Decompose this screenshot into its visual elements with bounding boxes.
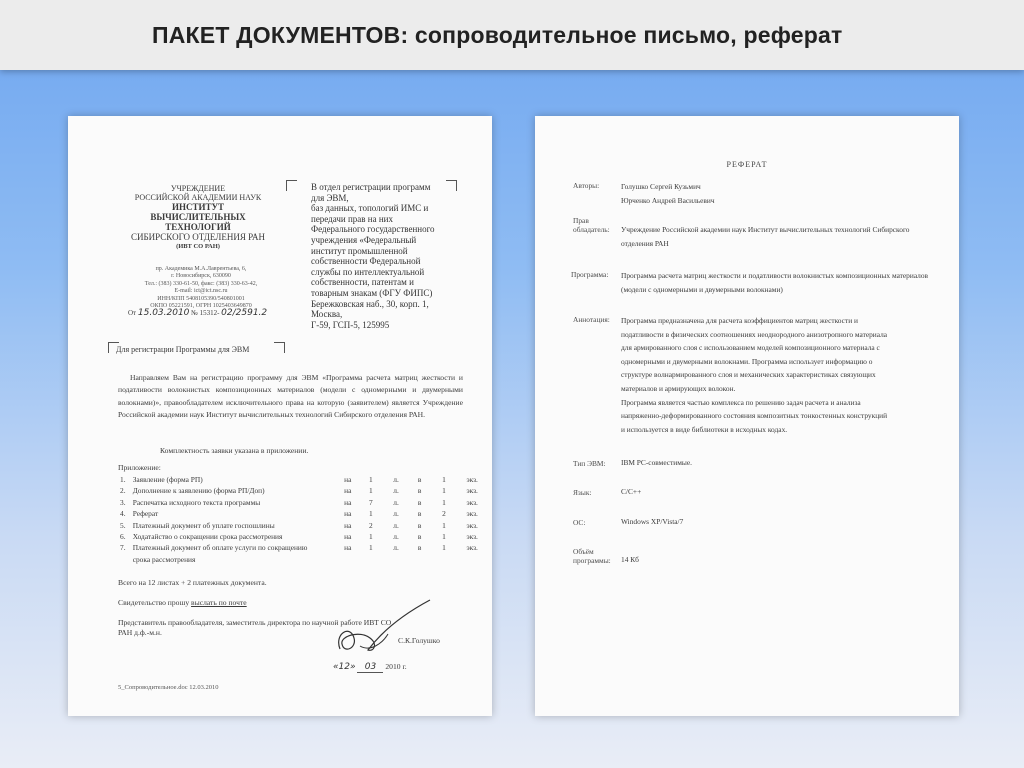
- appendix-cell-n: 6.: [120, 531, 126, 541]
- appendix-cell-c1: на: [344, 543, 352, 553]
- appendix-cell-u1: л.: [393, 531, 399, 541]
- appendix-cell-q1: 1: [368, 531, 373, 541]
- appendix-cell-u1: [393, 555, 418, 566]
- appendix-cell-u1: л.: [393, 543, 399, 553]
- addressee-line: В отдел регистрации программ: [311, 182, 431, 192]
- completeness-note: Комплектность заявки указана в приложении.: [160, 446, 309, 455]
- appendix-cell-c1: [344, 555, 369, 566]
- appendix-row: [120, 532, 492, 543]
- appendix-cell-q1: 7: [368, 497, 373, 507]
- appendix-cell-c1: на: [344, 486, 352, 496]
- os-label: ОС:: [573, 518, 586, 527]
- date-year: 2010 г.: [385, 662, 407, 671]
- appendix-cell-name: Платежный документ об уплате госпошлины: [132, 520, 275, 530]
- addressee-line: Бережковская наб., 30, корп. 1,: [311, 298, 429, 309]
- holder-label-line: Прав: [573, 216, 589, 225]
- holder-value: Учреждение Российской академии наук Институт вычислительных технологий Сибирского отделения РАН: [621, 225, 910, 248]
- corner-mark: [274, 342, 285, 353]
- authors-value: [621, 180, 941, 207]
- language-value: C/C++: [621, 487, 642, 496]
- appendix-cell-q1: 1: [368, 543, 373, 553]
- addressee-line: баз данных, топологий ИМС и: [311, 203, 429, 214]
- appendix-table: [120, 475, 492, 566]
- appendix-cell-u1: л.: [393, 520, 399, 530]
- appendix-cell-u2: экз.: [466, 520, 478, 530]
- appendix-cell-q2: [442, 555, 466, 566]
- representative-title: Представитель правообладателя, заместитель директора по научной работе ИВТ СО РАН д.ф.-м.н.: [118, 618, 392, 637]
- appendix-cell-q2: 1: [442, 543, 446, 553]
- addressee-line: службы по интеллектуальной: [311, 266, 425, 277]
- addressee-block: [311, 182, 471, 330]
- total-sheets: Всего на 12 листах + 2 платежных документа.: [118, 578, 267, 587]
- authors-label: Авторы:: [573, 181, 600, 190]
- appendix-cell-name: срока рассмотрения: [132, 554, 196, 564]
- appendix-cell-u1: л.: [393, 475, 399, 484]
- appendix-cell-u2: экз.: [466, 543, 478, 553]
- appendix-row: [120, 555, 492, 566]
- annotation-line: одномерными и двумерными волокнами. Программа использует информацию о: [621, 356, 873, 366]
- addressee-line: Москва,: [311, 309, 343, 320]
- annotation-line: и используется в виде библиотеки в исходных кодах.: [621, 424, 788, 434]
- signature-date: [333, 662, 407, 673]
- appendix-cell-n: 7.: [120, 543, 126, 553]
- letter-body: [118, 372, 463, 422]
- addressee-line: Федерального государственного: [311, 224, 435, 235]
- appendix-cell-q1: 1: [368, 475, 373, 484]
- addressee-line: собственности Федеральной: [311, 256, 421, 267]
- appendix-cell-n: [120, 555, 133, 566]
- contact-line: пр. Академика М.А.Лаврентьева, 6,: [155, 266, 247, 272]
- annotation-label: Аннотация:: [573, 315, 610, 324]
- appendix-cell-c2: [418, 555, 442, 566]
- date-day: «12»: [333, 662, 356, 672]
- appendix-row: [120, 475, 492, 486]
- letterhead-line: СИБИРСКОГО ОТДЕЛЕНИЯ РАН: [131, 232, 265, 242]
- ref-date: 15.03.2010: [137, 308, 190, 318]
- appendix-cell-name: Платежный документ об оплате услуги по сокращению: [132, 543, 308, 553]
- appendix-cell-c1: на: [344, 475, 352, 484]
- appendix-cell-q2: 1: [442, 531, 446, 541]
- annotation-line: напряженно-деформированного состояния композитных тонкостенных конструкций: [621, 411, 888, 421]
- annotation-line: Программа предназначена для расчета коэффициентов матриц жесткости и: [621, 316, 858, 325]
- size-value: 14 Кб: [621, 555, 639, 564]
- abstract-page: [535, 116, 959, 716]
- ref-prefix: От: [128, 309, 137, 317]
- addressee-line: товарным знакам (ФГУ ФИПС): [311, 287, 433, 298]
- size-label-line: Объём: [573, 547, 594, 556]
- computer-type-value: IBM PC-совместимые.: [621, 458, 693, 467]
- appendix-cell-c2: в: [417, 520, 422, 530]
- contact-line: Тел.: (383) 330-61-50, факс: (383) 330-63-42,: [144, 280, 258, 287]
- addressee-line: передачи прав на них: [311, 213, 393, 224]
- appendix-cell-u1: л.: [393, 497, 399, 507]
- contact-line: E-mail: ict@ict.nsc.ru: [174, 288, 228, 295]
- file-footer: 5_Сопроводительное.doc 12.03.2010: [118, 684, 219, 691]
- appendix-cell-c2: в: [417, 531, 422, 541]
- appendix-cell-q2: 1: [442, 475, 446, 484]
- appendix-cell-q1: 1: [368, 486, 373, 496]
- appendix-cell-n: 1.: [120, 475, 126, 484]
- letterhead-line: ИНСТИТУТ: [171, 202, 225, 212]
- os-value: Windows XP/Vista/7: [621, 517, 684, 526]
- slide-title-bar: [0, 0, 1024, 70]
- cert-prefix: Свидетельство прошу: [118, 598, 190, 607]
- holder-label-line: обладатель:: [573, 225, 610, 234]
- size-label-line: программы:: [573, 556, 611, 565]
- appendix-label: Приложение:: [118, 463, 161, 472]
- addressee-line: собственности, патентам и: [311, 277, 414, 288]
- appendix-cell-u2: экз.: [466, 486, 478, 496]
- appendix-cell-u2: экз.: [466, 475, 478, 484]
- appendix-cell-u1: л.: [393, 486, 399, 496]
- program-value: Программа расчета матриц жесткости и податливости волокнистых композиционных материалов (модели с одномерными и двумерными волокнами): [621, 271, 929, 294]
- appendix-row: [120, 543, 492, 554]
- addressee-line: институт промышленной: [311, 245, 408, 256]
- appendix-cell-name: Распечатка исходного текста программы: [132, 497, 261, 507]
- appendix-cell-u2: экз.: [466, 531, 478, 541]
- annotation-value: [621, 314, 941, 436]
- appendix-cell-u2: [466, 555, 492, 566]
- abstract-title: РЕФЕРАТ: [726, 160, 768, 169]
- signer-name: С.К.Голушко: [398, 636, 440, 645]
- holder-label: [573, 216, 610, 234]
- appendix-cell-c2: в: [417, 486, 422, 496]
- appendix-cell-name: Заявление (форма РП): [132, 475, 203, 484]
- letterhead-line: ВЫЧИСЛИТЕЛЬНЫХ: [150, 212, 246, 222]
- corner-mark: [286, 180, 297, 191]
- cover-letter-page: [68, 116, 492, 716]
- annotation-line: податливости в физических соотношениях неоднородного анизотропного материала: [621, 329, 888, 339]
- appendix-cell-c2: в: [417, 509, 422, 519]
- appendix-cell-c1: на: [344, 531, 352, 541]
- appendix-cell-name: Дополнение к заявлению (форма РП/Доп): [132, 486, 265, 496]
- language-label: Язык:: [573, 488, 592, 497]
- appendix-cell-q2: 2: [442, 509, 446, 519]
- appendix-row: [120, 509, 492, 520]
- outgoing-reference: [128, 308, 267, 318]
- contact-line: г. Новосибирск, 630090: [171, 273, 231, 280]
- appendix-row: [120, 521, 492, 532]
- addressee-line: учреждения «Федеральный: [311, 234, 417, 245]
- appendix-cell-name: Ходатайство о сокращении срока рассмотрения: [132, 531, 283, 541]
- letter-subject: Для регистрации Программы для ЭВМ: [116, 345, 250, 354]
- appendix-cell-q1: [369, 555, 393, 566]
- appendix-cell-c1: на: [344, 497, 352, 507]
- appendix-cell-q1: 1: [368, 509, 373, 519]
- annotation-line: Программа является частью комплекса по решению задач расчета и анализа: [621, 397, 861, 407]
- appendix-cell-q2: 1: [442, 497, 446, 507]
- appendix-cell-c1: на: [344, 520, 352, 530]
- appendix-row: [120, 486, 492, 497]
- computer-type-label: Тип ЭВМ:: [573, 459, 606, 468]
- appendix-cell-q2: 1: [442, 486, 446, 496]
- author-line: Юрченко Андрей Васильевич: [621, 195, 715, 205]
- letterhead: [108, 184, 288, 251]
- appendix-cell-c2: в: [417, 475, 422, 484]
- appendix-cell-u2: экз.: [466, 509, 478, 519]
- size-label: [573, 547, 611, 565]
- annotation-line: для армированного слоя с использованием моделей композиционного материала с: [621, 343, 880, 353]
- certificate-request: [118, 598, 247, 607]
- annotation-line: материалов и армирующих волокон.: [621, 383, 736, 393]
- slide-title: ПАКЕТ ДОКУМЕНТОВ: сопроводительное письмо, реферат: [152, 21, 843, 48]
- date-month: 03: [357, 662, 383, 673]
- ref-number: 02/2591.2: [221, 308, 268, 318]
- appendix-cell-n: 4.: [120, 509, 126, 519]
- annotation-line: структуре волнармированного слоя и механических характеристиках связующих: [621, 370, 876, 380]
- appendix-cell-c2: в: [417, 497, 422, 507]
- appendix-cell-q1: 2: [368, 520, 373, 530]
- author-line: Голушко Сергей Кузьмич: [621, 182, 701, 191]
- ref-number-label: № 15312-: [191, 309, 220, 317]
- appendix-cell-c1: на: [344, 509, 352, 519]
- contact-line: ИНН/КПП 5408105390/540801001: [157, 295, 245, 302]
- contact-line: ОКПО 05221591, ОГРН 1025403649870: [150, 303, 252, 310]
- letterhead-line: ТЕХНОЛОГИЙ: [165, 222, 231, 232]
- appendix-cell-n: 3.: [120, 497, 126, 507]
- cert-delivery: выслать по почте: [191, 598, 247, 607]
- appendix-row: [120, 498, 492, 509]
- appendix-cell-u2: экз.: [466, 497, 478, 507]
- appendix-cell-n: 5.: [120, 520, 126, 530]
- appendix-cell-c2: в: [417, 543, 422, 553]
- addressee-line: Г-59, ГСП-5, 125995: [311, 319, 390, 330]
- letterhead-line: РОССИЙСКОЙ АКАДЕМИИ НАУК: [134, 193, 262, 202]
- signature-icon: [330, 594, 440, 664]
- program-label: Программа:: [571, 270, 609, 279]
- letterhead-line: УЧРЕЖДЕНИЕ: [170, 184, 226, 193]
- appendix-cell-name: Реферат: [132, 509, 159, 519]
- addressee-line: для ЭВМ,: [311, 192, 349, 203]
- letterhead-contacts: [116, 266, 286, 310]
- letter-body-text: Направляем Вам на регистрацию программу для ЭВМ «Программа расчета матриц жесткости и податливости волокнистых композиционных материалов (модели с одномерными и двумерными волокнами)», правообладателем исключительного права на которую (заявителем) является Учреждение Российской академии наук Институт вычислительных технологий Сибирского отделения РАН.: [118, 373, 463, 420]
- appendix-cell-u1: л.: [393, 509, 399, 519]
- appendix-cell-n: 2.: [120, 486, 126, 496]
- appendix-cell-q2: 1: [442, 520, 446, 530]
- letterhead-line: (ИВТ СО РАН): [176, 243, 220, 250]
